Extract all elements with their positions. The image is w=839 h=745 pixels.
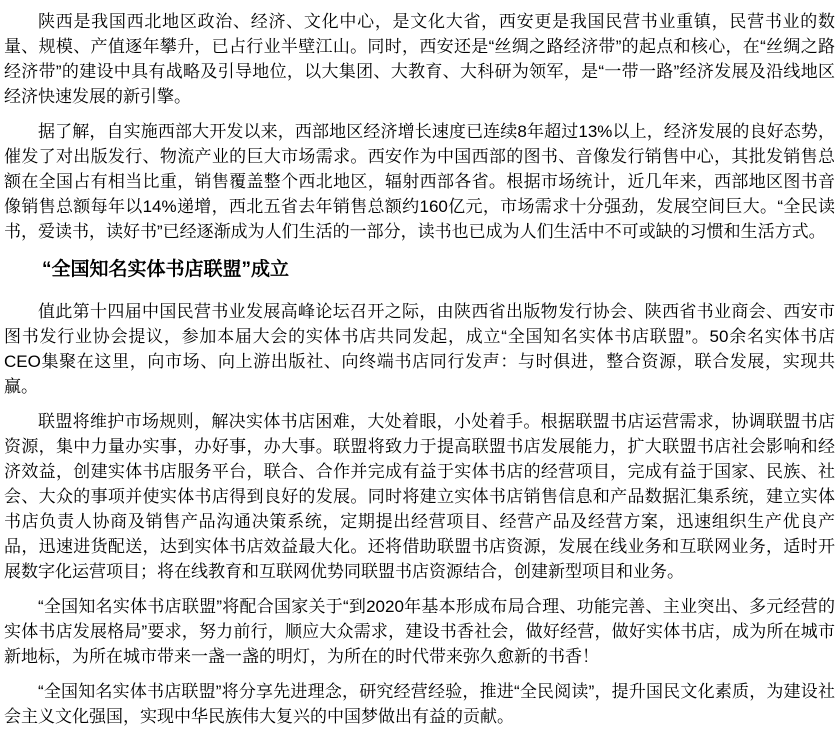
section-paragraph-2: 联盟将维护市场规则，解决实体书店困难，大处着眼，小处着手。根据联盟书店运营需求，协调联盟书店资源，集中力量办实事，办好事，办大事。联盟将致力于提高联盟书店发展能力，扩大联盟书店社会影响和经济效益，创建实体书店服务平台，联合、合作并完成有益于实体书店的经营项目，完成有益于国家、民族、社会、大众的事项并使实体书店得到良好的发展。同时将建立实体书店销售信息和产品数据汇集系统，建立实体书店负责人协商及销售产品沟通决策系统，定期提出经营项目、经营产品及经营方案，迅速组织生产优良产品，迅速进货配送，达到实体书店效益最大化。还将借助联盟书店资源，发展在线业务和互联网业务，适时开展数字化运营项目；将在线教育和互联网优势同联盟书店资源结合，创建新型项目和业务。 [4,412,835,581]
section-paragraph-1: 值此第十四届中国民营书业发展高峰论坛召开之际，由陕西省出版物发行协会、陕西省书业商会、西安市图书发行业协会提议，参加本届大会的实体书店共同发起，成立“全国知名实体书店联盟”。50余名实体书店CEO集聚在这里，向市场、向上游出版社、向终端书店同行发声：与时俱进，整合资源，联合发展，实现共赢。 [4,302,835,396]
section-paragraph-4: “全国知名实体书店联盟”将分享先进理念，研究经营经验，推进“全民阅读”，提升国民文化素质，为建设社会主义文化强国，实现中华民族伟大复兴的中国梦做出有益的贡献。 [4,682,835,726]
intro-paragraph-2: 据了解，自实施西部大开发以来，西部地区经济增长速度已连续8年超过13%以上，经济发展的良好态势，催发了对出版发行、物流产业的巨大市场需求。西安作为中国西部的图书、音像发行销售中心，其批发销售总额在全国占有相当比重，销售覆盖整个西北地区，辐射西部各省。根据市场统计，近几年来，西部地区图书音像销售总额每年以14%递增，西北五省去年销售总额约160亿元，市场需求十分强劲，发展空间巨大。“全民读书，爱读书，读好书”已经逐渐成为人们生活的一部分，读书也已成为人们生活中不可或缺的习惯和生活方式。 [4,122,835,241]
section-paragraph-3: “全国知名实体书店联盟”将配合国家关于“到2020年基本形成布局合理、功能完善、主业突出、多元经营的实体书店发展格局”要求，努力前行，顺应大众需求，建设书香社会，做好经营，做好实体书店，成为所在城市新地标，为所在城市带来一盏一盏的明灯，为所在的时代带来弥久愈新的书香！ [4,597,835,666]
intro-paragraph-1: 陕西是我国西北地区政治、经济、文化中心，是文化大省，西安更是我国民营书业重镇，民营书业的数量、规模、产值逐年攀升，已占行业半壁江山。同时，西安还是“丝绸之路经济带”的起点和核心，在“丝绸之路经济带”的建设中具有战略及引导地位，以大集团、大教育、大科研为领军，是“一带一路”经济发展及沿线地区经济快速发展的新引擎。 [4,12,835,106]
article-body [4,9,835,729]
section-heading: “全国知名实体书店联盟”成立 [42,259,290,280]
